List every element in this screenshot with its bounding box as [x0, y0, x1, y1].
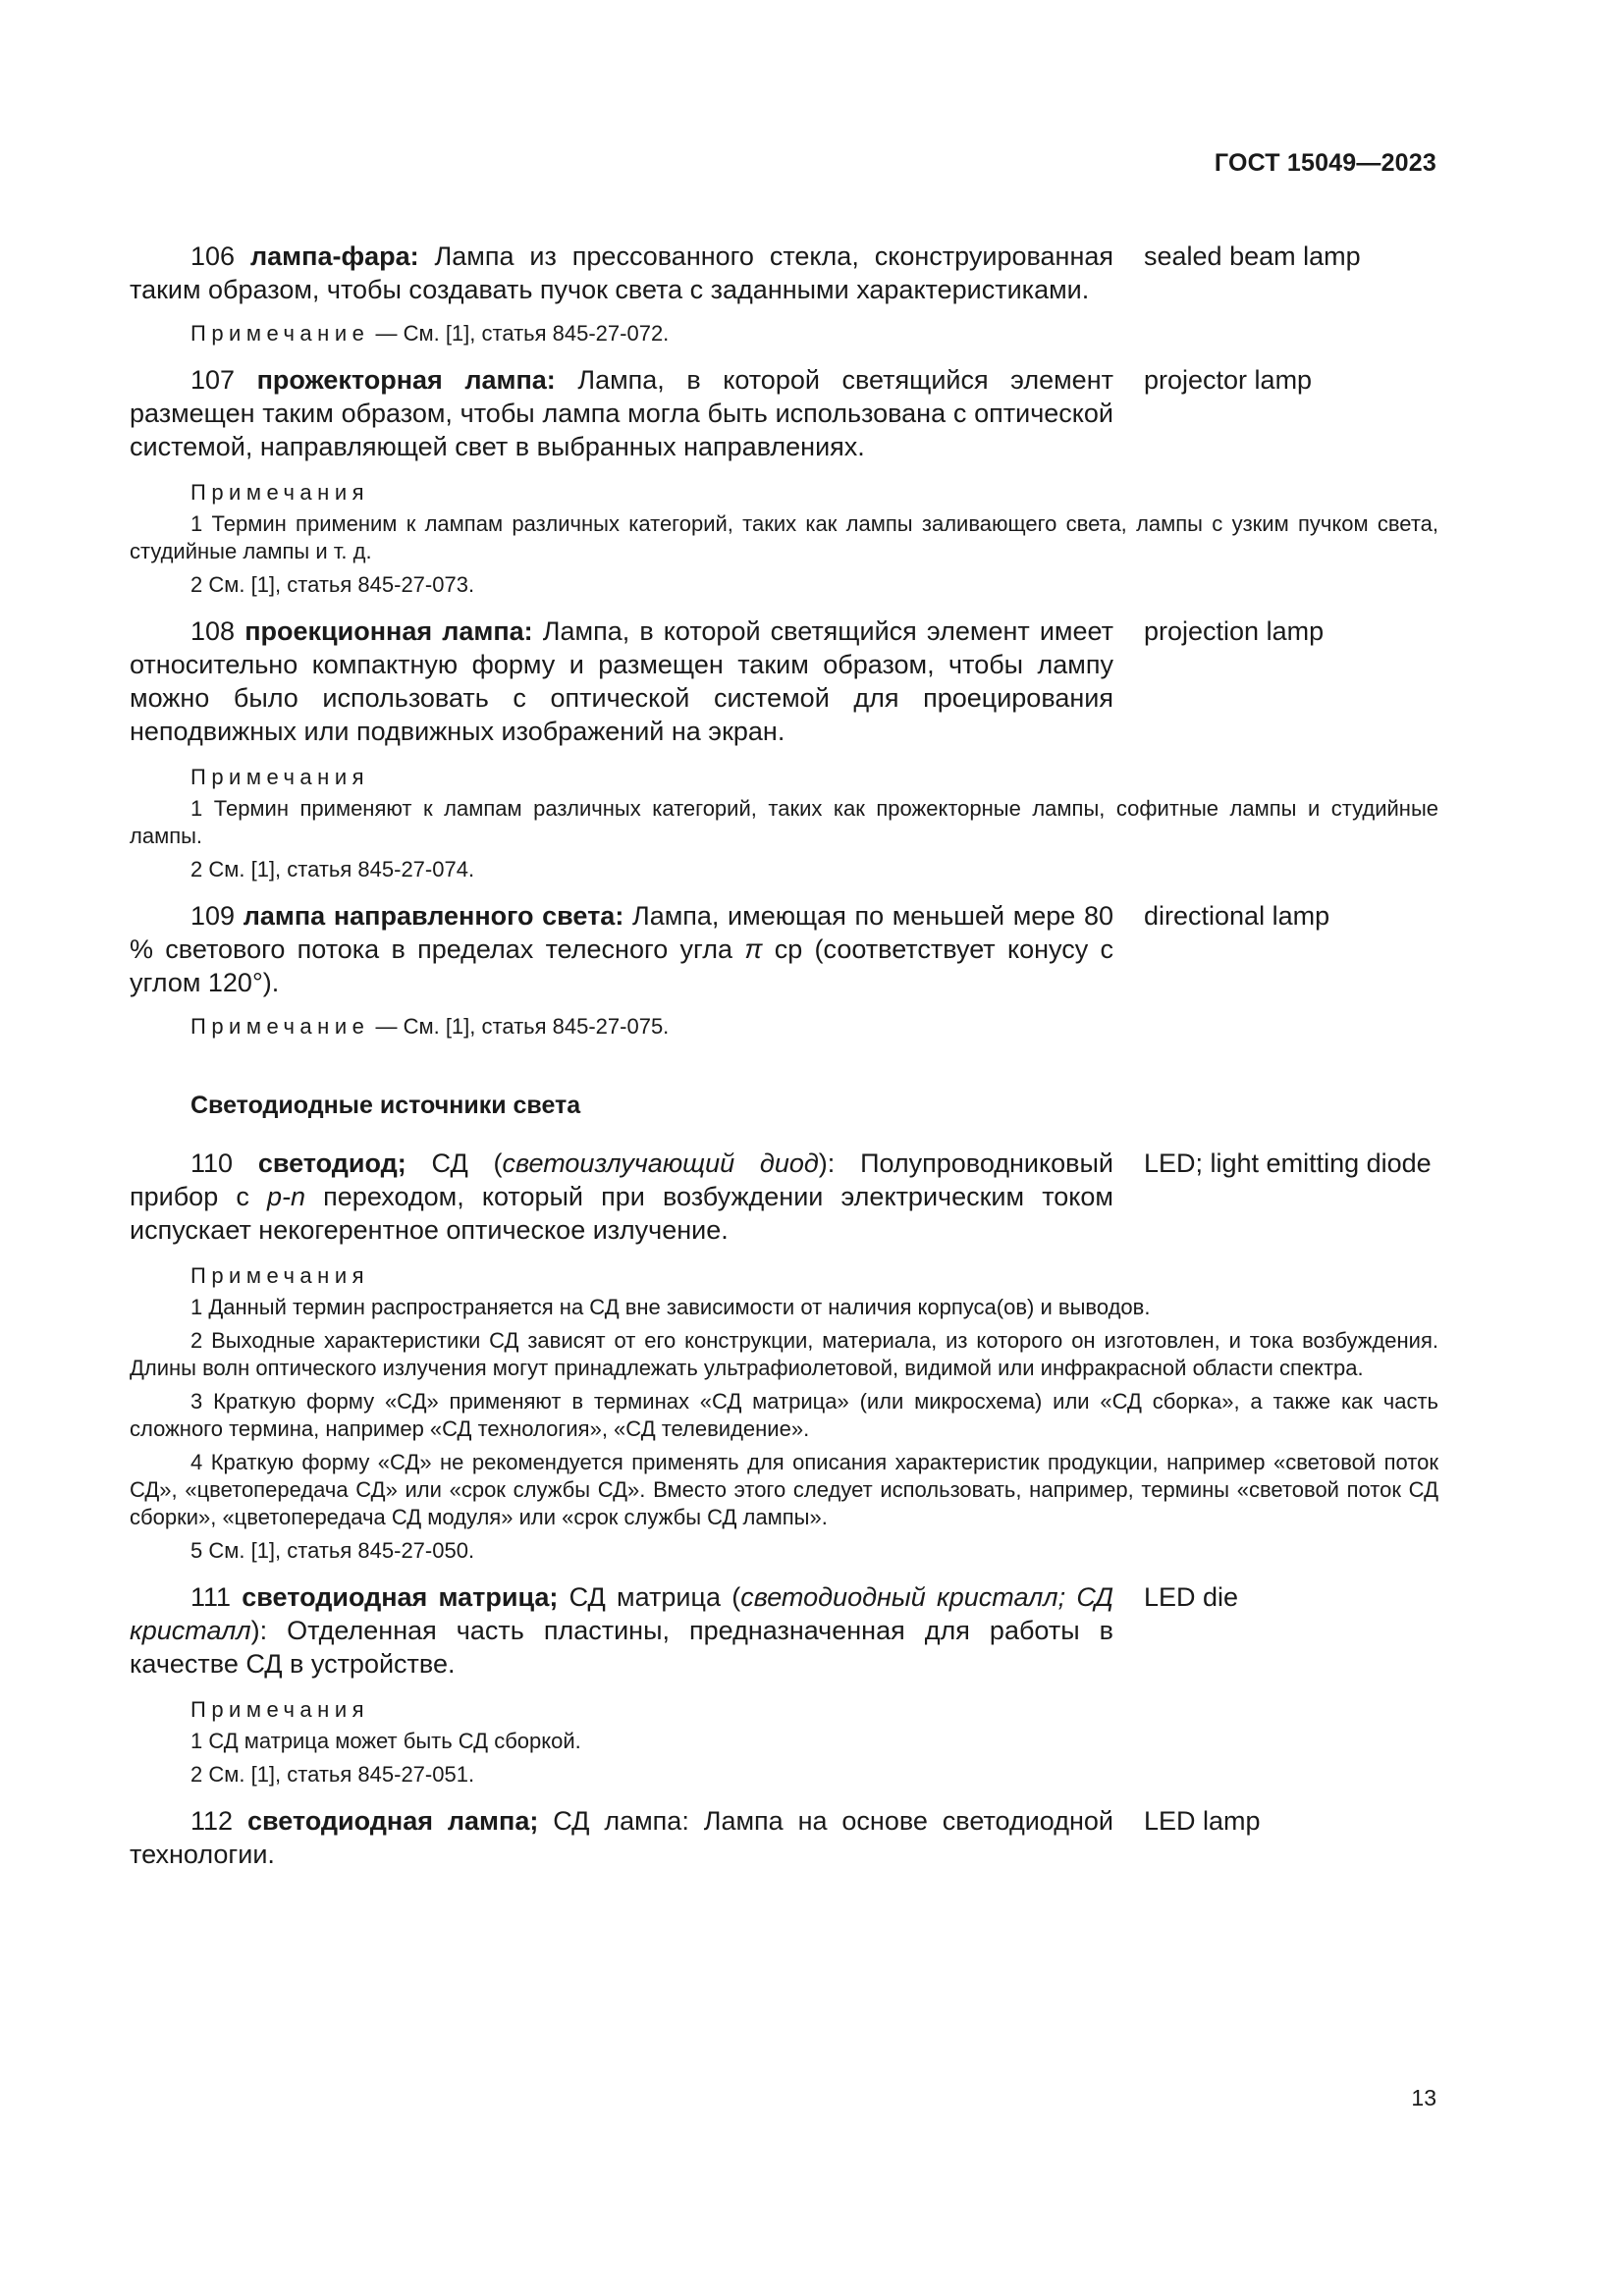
- term-text: ): Отделенная часть пластины, предназначенная для работы в качестве СД в устройстве.: [130, 1616, 1113, 1679]
- term-english: sealed beam lamp: [1144, 241, 1361, 271]
- notes-label: Примечания: [190, 1263, 370, 1288]
- term-entry-110: [130, 1147, 1438, 1247]
- note-item: 5 См. [1], статья 845-27-050.: [190, 1538, 475, 1563]
- note-label: Примечание: [190, 1014, 370, 1039]
- note-item: 2 См. [1], статья 845-27-074.: [190, 857, 475, 881]
- page-content: [130, 240, 1438, 1871]
- note-item: 1 Термин применим к лампам различных категорий, таких как лампы заливающего света, лампы с узким пучком света, студийные лампы и т. д.: [130, 511, 1438, 563]
- term-text: ср (соответствует конусу с углом 120°).: [130, 934, 1113, 997]
- notes-label: Примечания: [190, 1697, 370, 1722]
- term-number: 106: [190, 241, 236, 271]
- term-definition: [130, 899, 1113, 999]
- term-number: 112: [190, 1806, 234, 1836]
- term-entry-106: [130, 240, 1438, 306]
- term-english: LED; light emitting diode: [1144, 1148, 1432, 1178]
- pi-symbol: π: [744, 934, 763, 964]
- note: [130, 320, 1438, 347]
- term-text: Лампа, в которой светящийся элемент размещен таким образом, чтобы лампа могла быть использована с оптической системой, направляющей свет в выбранных направлениях.: [130, 365, 1113, 461]
- note-item: 1 Данный термин распространяется на СД вне зависимости от наличия корпуса(ов) и выводов.: [190, 1295, 1151, 1319]
- term-name: проекционная лампа:: [244, 616, 533, 646]
- note-item: 2 Выходные характеристики СД зависят от его конструкции, материала, из которого он изготовлен, и тока возбуждения. Длины волн оптического излучения могут принадлежать ультрафиолетовой, видимой или инфракрасной области спектра.: [130, 1328, 1438, 1380]
- note-item: 2 См. [1], статья 845-27-051.: [190, 1762, 475, 1787]
- term-text: ): Полупроводниковый прибор с: [130, 1148, 1113, 1211]
- term-name: прожекторная лампа:: [256, 365, 556, 395]
- term-name: лампа направленного света:: [243, 901, 624, 931]
- term-number: 110: [190, 1148, 234, 1178]
- page-number: 13: [1411, 2085, 1436, 2110]
- term-synonym: светоизлучающий диод: [502, 1148, 819, 1178]
- term-entry-108: [130, 614, 1438, 748]
- term-text: переходом, который при возбуждении электрическим током испускает некогерентное оптическое излучение.: [130, 1182, 1113, 1245]
- term-definition: [130, 363, 1113, 463]
- note-text: — См. [1], статья 845-27-075.: [375, 1014, 670, 1039]
- notes-label: Примечания: [190, 480, 370, 505]
- term-abbr: СД матрица (: [568, 1582, 741, 1612]
- pn-junction: p-n: [267, 1182, 306, 1211]
- term-entry-111: [130, 1580, 1438, 1681]
- term-synonym: светодиодный кристалл; СД кристалл: [130, 1582, 1113, 1645]
- section-title: Светодиодные источники света: [190, 1092, 581, 1119]
- term-name: светодиодная матрица;: [242, 1582, 559, 1612]
- term-definition: [130, 1147, 1113, 1247]
- term-number: 108: [190, 616, 236, 646]
- term-english: projector lamp: [1144, 365, 1313, 395]
- term-text: СД лампа: Лампа на основе светодиодной технологии.: [130, 1806, 1113, 1869]
- term-number: 107: [190, 365, 236, 395]
- term-english: projection lamp: [1144, 616, 1325, 646]
- term-english: LED lamp: [1144, 1806, 1261, 1836]
- term-entry-112: [130, 1804, 1438, 1871]
- term-definition: [130, 1580, 1113, 1681]
- note-item: 1 СД матрица может быть СД сборкой.: [190, 1729, 581, 1753]
- term-name: светодиод;: [257, 1148, 406, 1178]
- note: [130, 1013, 1438, 1041]
- term-english: directional lamp: [1144, 901, 1330, 931]
- note-label: Примечание: [190, 321, 370, 346]
- term-text: Лампа, в которой светящийся элемент имеет относительно компактную форму и размещен таким образом, чтобы лампу можно было использовать с оптической системой для проецирования неподвижных или подвижных изображений на экран.: [130, 616, 1113, 746]
- note-item: 2 См. [1], статья 845-27-073.: [190, 572, 475, 597]
- term-text: Лампа, имеющая по меньшей мере 80 % светового потока в пределах телесного угла: [130, 901, 1113, 964]
- note-item: 4 Краткую форму «СД» не рекомендуется применять для описания характеристик продукции, например «световой поток СД», «цветопередача СД» или «срок службы СД». Вместо этого следует использовать, например, термины «световой поток СД сборки», «цветопередача СД модуля» или «срок службы СД лампы».: [130, 1450, 1438, 1529]
- term-definition: [130, 614, 1113, 748]
- term-entry-107: [130, 363, 1438, 463]
- term-abbr: СД (: [431, 1148, 503, 1178]
- term-entry-109: [130, 899, 1438, 999]
- term-definition: [130, 240, 1113, 306]
- term-english: LED die: [1144, 1582, 1239, 1612]
- term-number: 109: [190, 901, 236, 931]
- term-number: 111: [190, 1582, 232, 1612]
- note-text: — См. [1], статья 845-27-072.: [375, 321, 670, 346]
- note-item: 1 Термин применяют к лампам различных категорий, таких как прожекторные лампы, софитные лампы и студийные лампы.: [130, 796, 1438, 848]
- term-name: лампа-фара:: [250, 241, 419, 271]
- term-text: Лампа из прессованного стекла, сконструированная таким образом, чтобы создавать пучок света с заданными характеристиками.: [130, 241, 1113, 304]
- term-name: светодиодная лампа;: [246, 1806, 539, 1836]
- term-definition: [130, 1804, 1113, 1871]
- notes-label: Примечания: [190, 765, 370, 789]
- note-item: 3 Краткую форму «СД» применяют в терминах «СД матрица» (или микросхема) или «СД сборка», а также как часть сложного термина, например «СД технология», «СД телевидение».: [130, 1389, 1438, 1441]
- standard-designation: ГОСТ 15049—2023: [1214, 149, 1436, 177]
